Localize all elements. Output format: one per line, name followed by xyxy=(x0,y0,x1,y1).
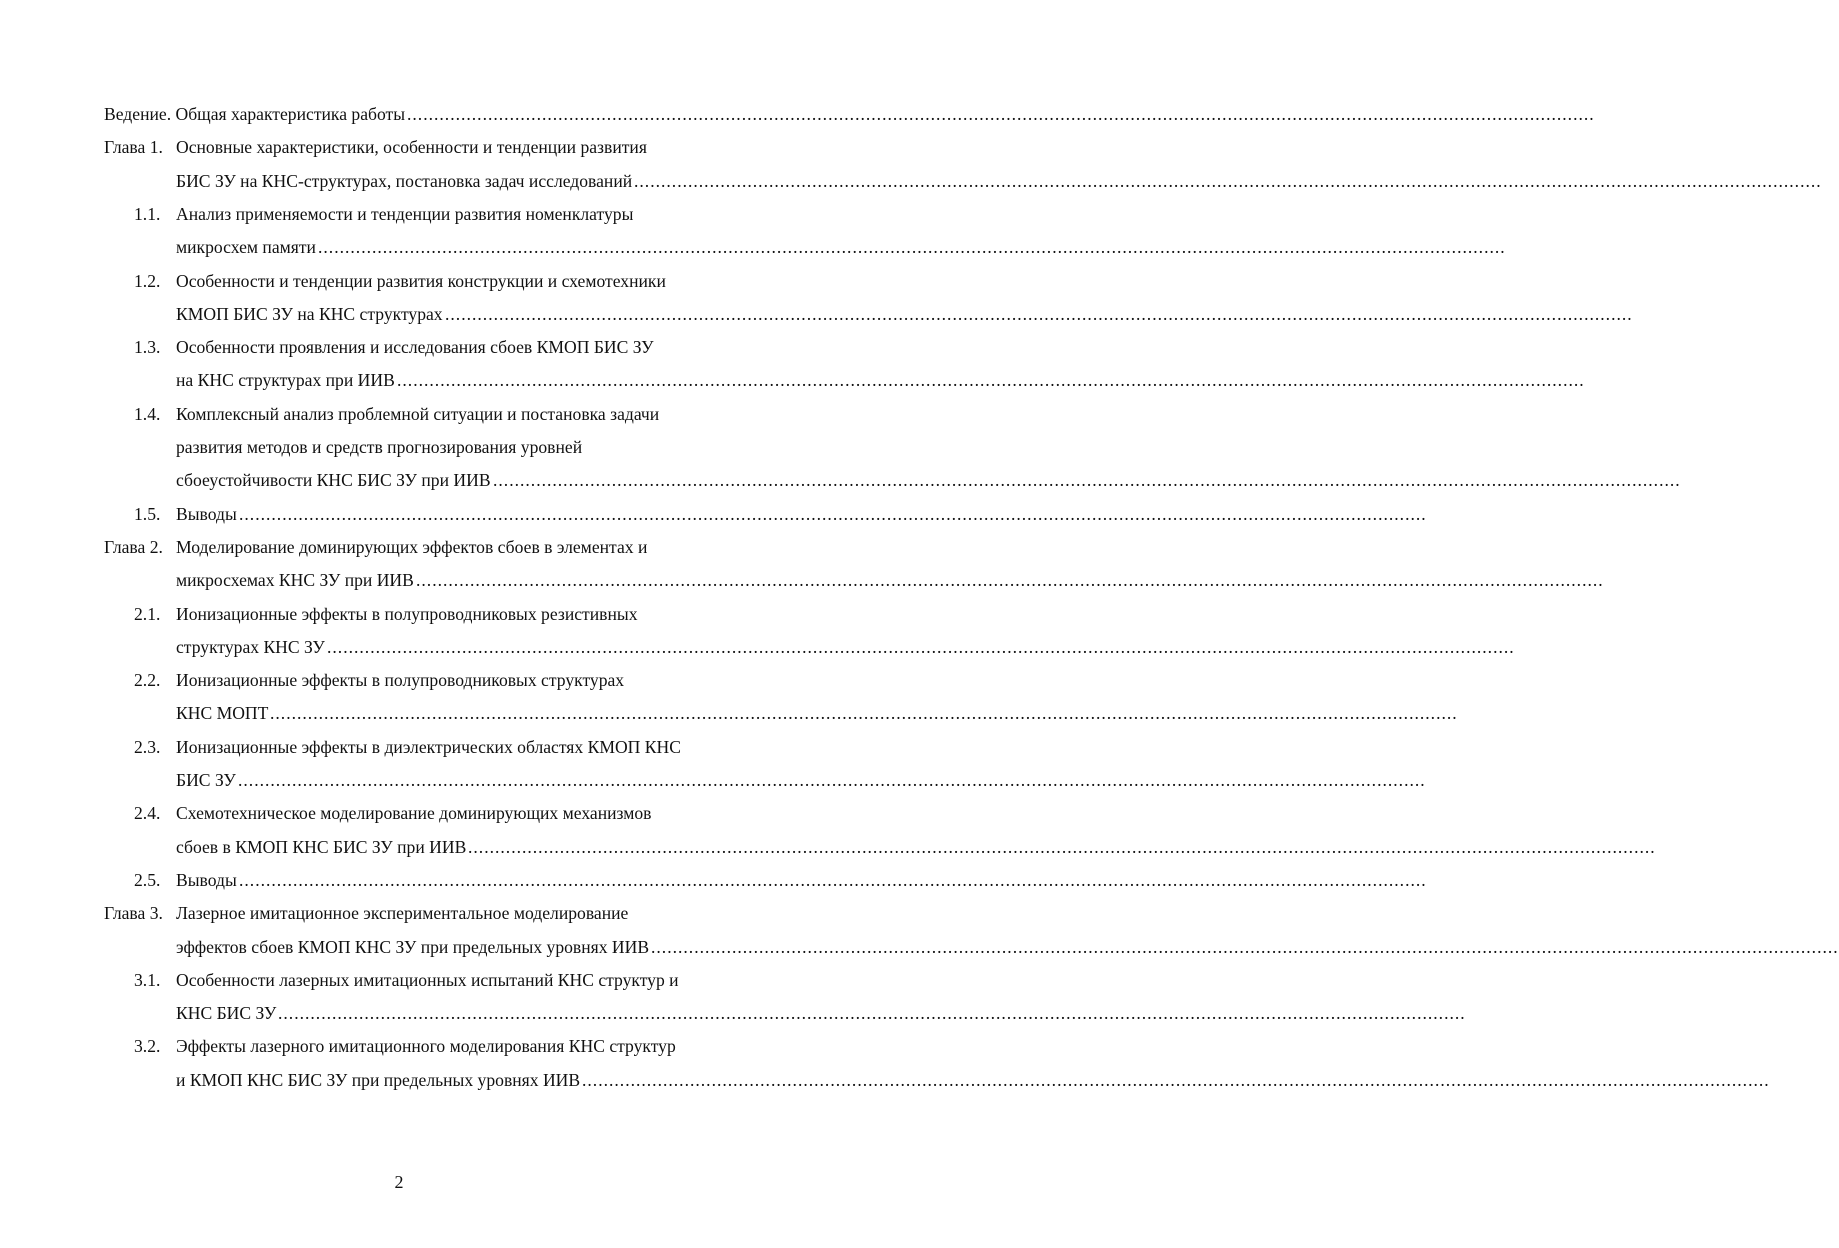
leader-dots: ............................................................................................................................................................................................................................ xyxy=(239,869,1427,890)
section-number: 2.5. xyxy=(134,869,161,890)
section-title-line: Особенности и тенденции развития конструкции и схемотехники xyxy=(176,270,666,291)
section-number: 2.2. xyxy=(134,670,161,691)
leader-dots: ............................................................................................................................................................................................................................ xyxy=(318,237,1506,258)
section-title-line: Ионизационные эффекты в полупроводниковых резистивных xyxy=(176,603,638,624)
chapter-title-line: БИС ЗУ на КНС-структурах, постановка задач исследований xyxy=(176,170,633,191)
section-number: 1.2. xyxy=(134,270,161,291)
section-title-line: на КНС структурах при ИИВ xyxy=(176,370,395,391)
section-number: 2.4. xyxy=(134,803,161,824)
section-title-line: Выводы xyxy=(176,503,237,524)
section-number: 1.4. xyxy=(134,403,161,424)
introduction-title: Ведение. Общая характеристика работы xyxy=(104,104,406,124)
section-title-line: Эффекты лазерного имитационного моделирования КНС структур xyxy=(176,1036,676,1057)
section-number: 1.5. xyxy=(134,503,161,524)
section-title-line: Анализ применяемости и тенденции развития номенклатуры xyxy=(176,203,634,224)
leader-dots: ............................................................................................................................................................................................................................ xyxy=(239,503,1427,524)
section-title-line: сбоеустойчивости КНС БИС ЗУ при ИИВ xyxy=(176,470,491,491)
leader-dots: ............................................................................................................................................................................................................................ xyxy=(651,936,1839,957)
chapter-title-line: микросхемах КНС ЗУ при ИИВ xyxy=(176,570,414,591)
section-title-line: Ионизационные эффекты в полупроводниковых структурах xyxy=(176,670,625,691)
section-title-line: микросхем памяти xyxy=(176,237,316,258)
section-number: 2.1. xyxy=(134,603,161,624)
chapter-title-line: Моделирование доминирующих эффектов сбоев в элементах и xyxy=(176,536,648,557)
leader-dots: ............................................................................................................................................................................................................................ xyxy=(407,104,1595,124)
section-number: 1.1. xyxy=(134,203,161,224)
page-number: 2 xyxy=(394,1172,404,1192)
section-title-line: развития методов и средств прогнозирования уровней xyxy=(176,437,583,457)
chapter-label: Глава 3. xyxy=(104,903,163,924)
section-number: 3.2. xyxy=(134,1036,161,1057)
section-title-line: Ионизационные эффекты в диэлектрических областях КМОП КНС xyxy=(176,736,681,757)
section-title-line: сбоев в КМОП КНС БИС ЗУ при ИИВ xyxy=(176,836,467,857)
section-number: 1.3. xyxy=(134,337,161,358)
leader-dots: ............................................................................................................................................................................................................................ xyxy=(468,836,1656,857)
section-title-line: Комплексный анализ проблемной ситуации и постановка задачи xyxy=(176,403,660,424)
section-title-line: и КМОП КНС БИС ЗУ при предельных уровнях ИИВ xyxy=(176,1069,581,1090)
leader-dots: ............................................................................................................................................................................................................................ xyxy=(445,303,1633,324)
section-title-line: структурах КНС ЗУ xyxy=(176,636,325,657)
section-title-line: Выводы xyxy=(176,869,237,890)
chapter-title-line: Лазерное имитационное экспериментальное моделирование xyxy=(176,903,629,924)
leader-dots: ............................................................................................................................................................................................................................ xyxy=(582,1069,1770,1090)
leader-dots: ............................................................................................................................................................................................................................ xyxy=(634,170,1822,191)
chapter-label: Глава 1. xyxy=(104,137,163,158)
chapter-title-line: эффектов сбоев КМОП КНС ЗУ при предельных уровнях ИИВ xyxy=(176,936,650,957)
leader-dots: ............................................................................................................................................................................................................................ xyxy=(397,370,1585,391)
chapter-label: Глава 2. xyxy=(104,536,163,557)
leader-dots: ............................................................................................................................................................................................................................ xyxy=(238,770,1426,790)
section-title-line: Особенности проявления и исследования сбоев КМОП БИС ЗУ xyxy=(176,337,654,358)
section-title-line: Особенности лазерных имитационных испытаний КНС структур и xyxy=(176,969,679,990)
section-title-line: Схемотехническое моделирование доминирующих механизмов xyxy=(176,803,652,824)
section-number: 3.1. xyxy=(134,969,161,990)
leader-dots: ............................................................................................................................................................................................................................ xyxy=(270,703,1458,724)
section-title-line: БИС ЗУ xyxy=(176,770,236,790)
section-number: 2.3. xyxy=(134,736,161,757)
leader-dots: ............................................................................................................................................................................................................................ xyxy=(416,570,1604,591)
leader-dots: ............................................................................................................................................................................................................................ xyxy=(327,636,1515,657)
leader-dots: ............................................................................................................................................................................................................................ xyxy=(493,470,1681,491)
section-title-line: КМОП БИС ЗУ на КНС структурах xyxy=(176,303,443,324)
chapter-title-line: Основные характеристики, особенности и тенденции развития xyxy=(176,137,647,158)
leader-dots: ............................................................................................................................................................................................................................ xyxy=(278,1003,1466,1024)
section-title-line: КНС МОПТ xyxy=(176,703,269,724)
section-title-line: КНС БИС ЗУ xyxy=(176,1003,277,1024)
